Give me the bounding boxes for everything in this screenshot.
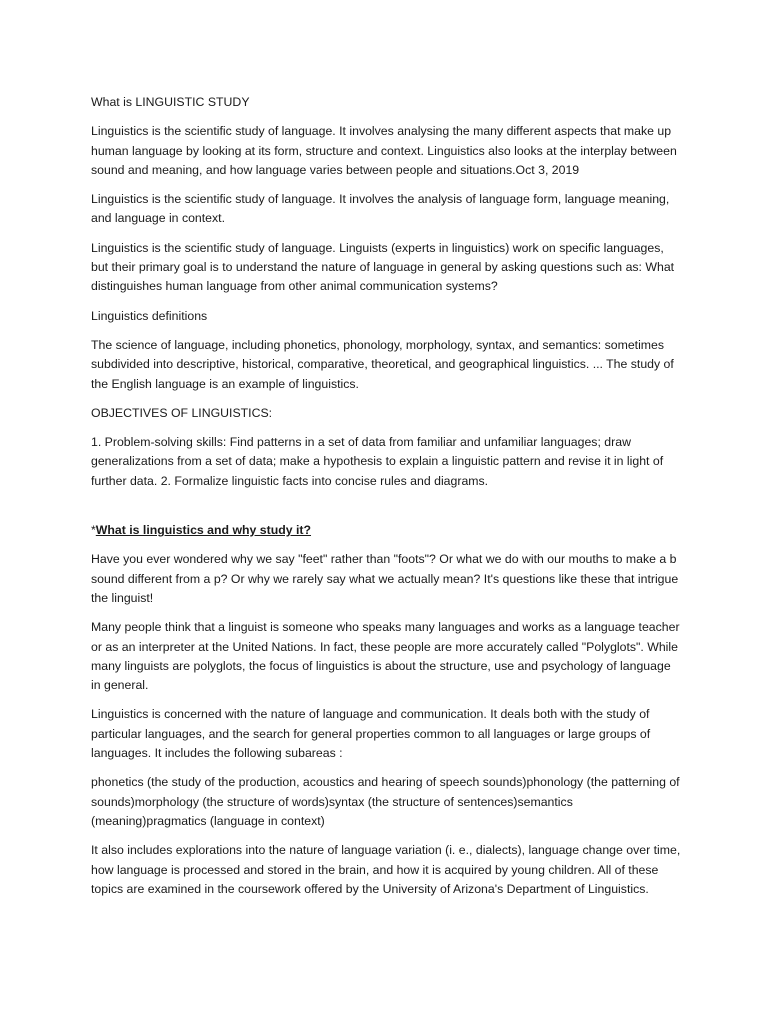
paragraph: It also includes explorations into the nature of language variation (i. e., dialects), language change over time, how language is processed and stored in the brain, and how it is acquired by young children. All of these topics are examined in the coursework offered by the University of Arizona's Department of Linguistics.: [91, 843, 681, 896]
paragraph: Linguistics is the scientific study of language. It involves the analysis of language form, language meaning, and language in context.: [91, 192, 670, 226]
objectives-heading: OBJECTIVES OF LINGUISTICS:: [91, 405, 273, 420]
section-heading: [91, 521, 681, 540]
section-heading-text: What is linguistics and why study it?: [95, 523, 312, 538]
paragraph: Have you ever wondered why we say "feet" rather than "foots"? Or what we do with our mouths to make a b sound different from a p? Or why we rarely say what we actually mean? It's questions like these that intrigue the linguist!: [91, 552, 679, 605]
subareas-paragraph: phonetics (the study of the production, acoustics and hearing of speech sounds)phonology (the patterning of sounds)morphology (the structure of words)syntax (the structure of sentences)semantics (meaning)pragmatics (language in context): [91, 775, 680, 828]
paragraph: Linguistics is the scientific study of language. It involves analysing the many different aspects that make up human language by looking at its form, structure and context. Linguistics also looks at the interplay between sound and meaning, and how language varies between people and situations.Oct 3, 2019: [91, 124, 677, 177]
document-body: [91, 93, 681, 909]
paragraph: Linguistics is the scientific study of language. Linguists (experts in linguistics) work on specific languages, but their primary goal is to understand the nature of language in general by asking questions such as: What distinguishes human language from other animal communication systems?: [91, 240, 675, 294]
definitions-text: The science of language, including phonetics, phonology, morphology, syntax, and semantics: sometimes subdivided into descriptive, historical, comparative, theoretical, and geographical linguistics. ... The study of the English language is an example of linguistics.: [91, 337, 674, 391]
paragraph: Linguistics is concerned with the nature of language and communication. It deals both with the study of particular languages, and the search for general properties common to all languages or large groups of languages. It includes the following subareas :: [91, 707, 651, 761]
section-spacer: [91, 501, 681, 521]
definitions-heading: Linguistics definitions: [91, 308, 208, 323]
paragraph: Many people think that a linguist is someone who speaks many languages and works as a language teacher or as an interpreter at the United Nations. In fact, these people are more accurately called "Polyglots". While many linguists are polyglots, the focus of linguistics is about the structure, use and psychology of language in general.: [91, 620, 680, 693]
document-title: What is LINGUISTIC STUDY: [91, 95, 250, 109]
objectives-text: 1. Problem-solving skills: Find patterns in a set of data from familiar and unfamiliar languages; draw generalizations from a set of data; make a hypothesis to explain a linguistic pattern and revise it in light of further data. 2. Formalize linguistic facts into concise rules and diagrams.: [91, 435, 664, 488]
heading-star: *: [91, 523, 96, 538]
